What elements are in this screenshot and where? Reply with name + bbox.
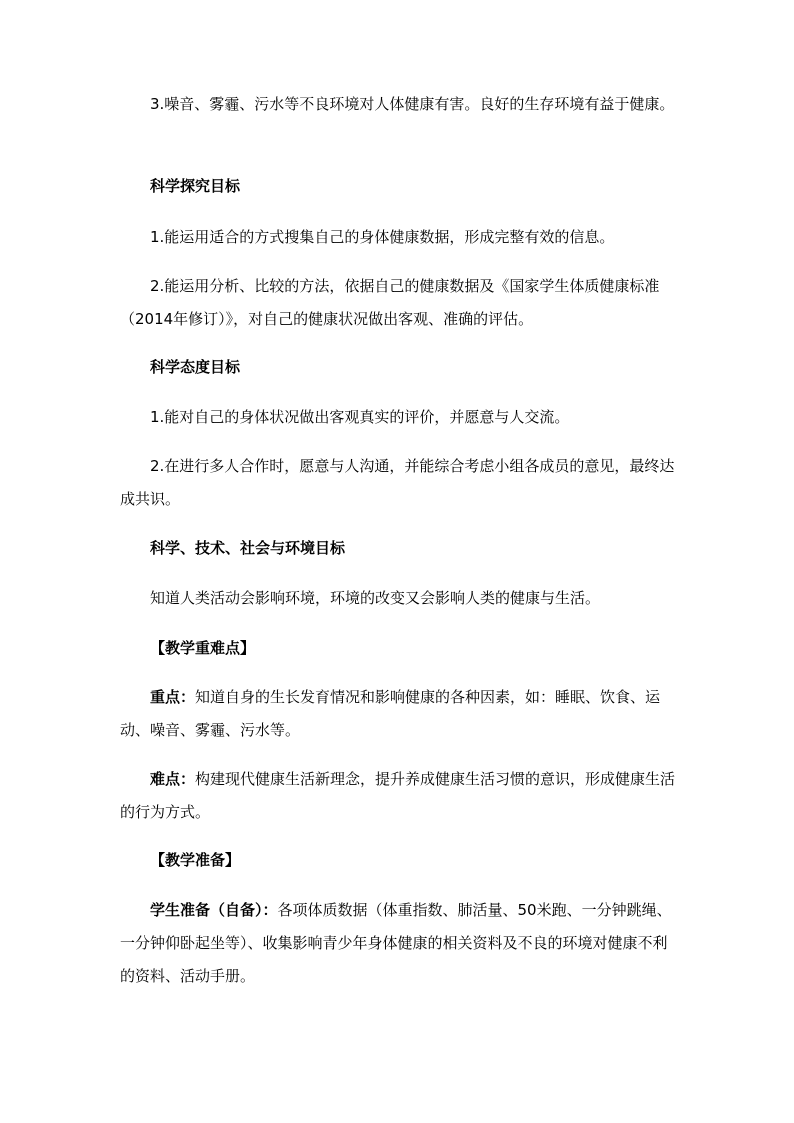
student-preparation-label: 学生准备（自备）：	[150, 901, 278, 919]
heading-text: 【教学重难点】	[150, 639, 256, 657]
section-heading-scientific-attitude	[120, 351, 676, 384]
difficult-point-paragraph	[120, 763, 676, 829]
paragraph-text: 各项体质数据（体重指数、肺活量、50米跑、一分钟跳绳、一分钟仰卧起坐等）、收集影响青少年身体健康的相关资料及不良的环境对健康不利的资料、活动手册。	[120, 901, 672, 985]
heading-text: 科学、技术、社会与环境目标	[150, 539, 346, 557]
stse-item	[120, 582, 676, 615]
inquiry-item-1	[120, 221, 676, 254]
section-heading-preparation	[120, 844, 676, 877]
paragraph-text: 3.噪音、雾霾、污水等不良环境对人体健康有害。良好的生存环境有益于健康。	[150, 95, 675, 113]
section-heading-scientific-inquiry	[120, 170, 676, 203]
key-point-label: 重点：	[150, 688, 196, 706]
key-point-paragraph	[120, 681, 676, 747]
heading-text: 科学态度目标	[150, 358, 241, 376]
attitude-item-2	[120, 450, 676, 516]
attitude-item-1	[120, 401, 676, 434]
paragraph-text: 1.能对自己的身体状况做出客观真实的评价，并愿意与人交流。	[150, 408, 570, 426]
paragraph-text: 知道人类活动会影响环境，环境的改变又会影响人类的健康与生活。	[150, 589, 601, 607]
paragraph-text: 构建现代健康生活新理念，提升养成健康生活习惯的意识，形成健康生活的行为方式。	[120, 770, 676, 821]
heading-text: 科学探究目标	[150, 177, 241, 195]
goal-item-environment	[120, 88, 676, 121]
section-heading-key-points	[120, 632, 676, 665]
section-heading-stse	[120, 532, 676, 565]
inquiry-item-2	[120, 270, 676, 336]
paragraph-text: 2.能运用分析、比较的方法，依据自己的健康数据及《国家学生体质健康标准（2014年修订）》，对自己的健康状况做出客观、准确的评估。	[120, 277, 660, 328]
paragraph-text: 知道自身的生长发育情况和影响健康的各种因素，如：睡眠、饮食、运动、噪音、雾霾、污水等。	[120, 688, 661, 739]
difficult-point-label: 难点：	[150, 770, 196, 788]
student-preparation-paragraph	[120, 894, 676, 993]
paragraph-text: 1.能运用适合的方式搜集自己的身体健康数据，形成完整有效的信息。	[150, 228, 615, 246]
heading-text: 【教学准备】	[150, 851, 241, 869]
paragraph-text: 2.在进行多人合作时，愿意与人沟通，并能综合考虑小组各成员的意见，最终达成共识。	[120, 457, 675, 508]
